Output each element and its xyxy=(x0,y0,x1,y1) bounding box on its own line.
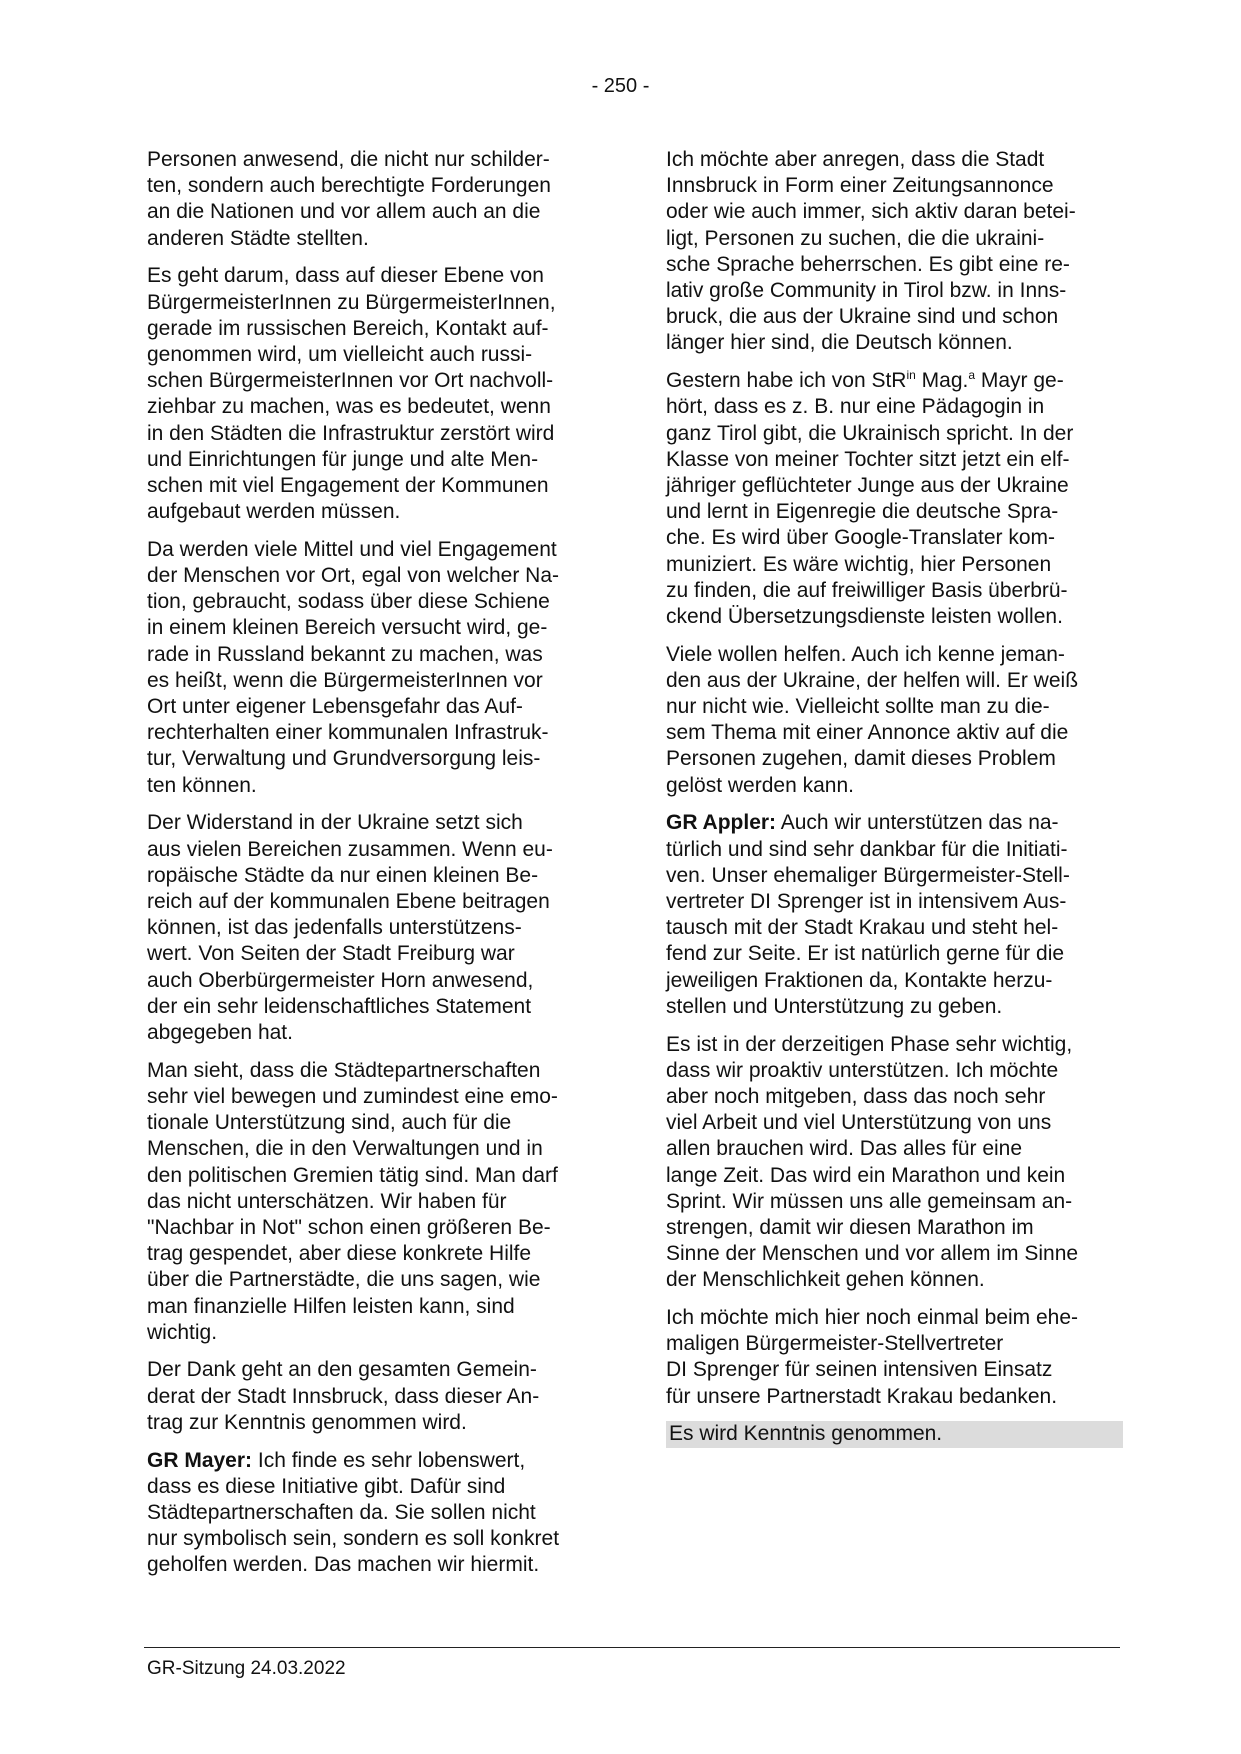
paragraph xyxy=(666,147,1124,357)
text-line: jähriger geflüchteter Junge aus der Ukraine xyxy=(666,473,1069,497)
text-line: geholfen werden. Das machen wir hiermit. xyxy=(147,1553,540,1577)
text-line: schen BürgermeisterInnen vor Ort nachvoll- xyxy=(147,369,554,393)
text-line: Sprint. Wir müssen uns alle gemeinsam an- xyxy=(666,1189,1073,1213)
paragraph xyxy=(666,1305,1124,1410)
text-line: ven. Unser ehemaliger Bürgermeister-Stell- xyxy=(666,863,1070,887)
text-line: Sinne der Menschen und vor allem im Sinne xyxy=(666,1242,1079,1266)
text-line: strengen, damit wir diesen Marathon im xyxy=(666,1215,1034,1239)
text-line: aber noch mitgeben, dass das noch sehr xyxy=(666,1084,1046,1108)
text-line xyxy=(147,1448,605,1474)
text-line: das nicht unterschätzen. Wir haben für xyxy=(147,1189,507,1213)
text-line: ten, sondern auch berechtigte Forderungen xyxy=(147,174,551,198)
text-line: tur, Verwaltung und Grundversorgung leis- xyxy=(147,747,541,771)
text-line: fend zur Seite. Er ist natürlich gerne für die xyxy=(666,942,1065,966)
text-line: anderen Städte stellten. xyxy=(147,226,369,250)
text-line: Der Widerstand in der Ukraine setzt sich xyxy=(147,811,523,835)
text-line: sem Thema mit einer Annonce aktiv auf die xyxy=(666,721,1069,745)
text-fragment: Mag. xyxy=(915,369,969,393)
text-fragment: Ich finde es sehr lobenswert, xyxy=(252,1448,526,1472)
text-line xyxy=(666,810,1124,836)
paragraph xyxy=(666,368,1124,630)
text-line: che. Es wird über Google-Translater kom- xyxy=(666,526,1056,550)
text-line: DI Sprenger für seinen intensiven Einsatz xyxy=(666,1358,1053,1382)
text-line: reich auf der kommunalen Ebene beitragen xyxy=(147,889,550,913)
text-line: Klasse von meiner Tochter sitzt jetzt ein elf- xyxy=(666,447,1070,471)
text-line: türlich und sind sehr dankbar für die Initiati- xyxy=(666,837,1068,861)
left-column xyxy=(147,147,605,1590)
text-line: viel Arbeit und viel Unterstützung von uns xyxy=(666,1111,1052,1135)
text-line: wichtig. xyxy=(147,1320,218,1344)
text-line: gerade im russischen Bereich, Kontakt auf- xyxy=(147,316,549,340)
text-line: und lernt in Eigenregie die deutsche Spra- xyxy=(666,500,1059,524)
text-line: hört, dass es z. B. nur eine Pädagogin in xyxy=(666,395,1045,419)
text-line: tion, gebraucht, sodass über diese Schiene xyxy=(147,590,550,614)
text-line: rechterhalten einer kommunalen Infrastruk- xyxy=(147,721,549,745)
text-line: Ich möchte mich hier noch einmal beim ehe- xyxy=(666,1306,1079,1330)
speaker-name: GR Mayer: xyxy=(147,1448,253,1472)
text-line: BürgermeisterInnen zu BürgermeisterInnen, xyxy=(147,290,556,314)
text-line: ligt, Personen zu suchen, die die ukraini- xyxy=(666,226,1045,250)
text-line: den aus der Ukraine, der helfen will. Er weiß xyxy=(666,668,1079,692)
text-line: wert. Von Seiten der Stadt Freiburg war xyxy=(147,942,515,966)
text-line: schen mit viel Engagement der Kommunen xyxy=(147,473,549,497)
text-line: an die Nationen und vor allem auch an die xyxy=(147,200,541,224)
text-line: ziehbar zu machen, was es bedeutet, wenn xyxy=(147,395,551,419)
text-line: "Nachbar in Not" schon einen größeren Be- xyxy=(147,1215,551,1239)
text-line: Innsbruck in Form einer Zeitungsannonce xyxy=(666,174,1054,198)
text-line: abgegeben hat. xyxy=(147,1021,293,1044)
text-line: muniziert. Es wäre wichtig, hier Personen xyxy=(666,552,1052,576)
text-line: der Menschen vor Ort, egal von welcher Na- xyxy=(147,564,560,588)
text-line: ten können. xyxy=(147,773,257,797)
speaker-paragraph-appler xyxy=(666,810,1124,1020)
speaker-name: GR Appler: xyxy=(666,811,777,835)
paragraph xyxy=(666,642,1124,799)
text-line: ropäische Städte da nur einen kleinen Be- xyxy=(147,863,539,887)
footer-divider xyxy=(144,1647,1120,1648)
superscript: a xyxy=(968,368,976,383)
text-line: für unsere Partnerstadt Krakau bedanken. xyxy=(666,1384,1058,1408)
text-line: Es ist in der derzeitigen Phase sehr wichtig, xyxy=(666,1032,1073,1056)
paragraph xyxy=(147,147,605,252)
paragraph xyxy=(147,810,605,1046)
text-line: der Menschlichkeit gehen können. xyxy=(666,1268,985,1292)
text-line: Man sieht, dass die Städtepartnerschaften xyxy=(147,1058,541,1082)
text-line: ckend Übersetzungsdienste leisten wollen. xyxy=(666,604,1063,628)
text-line: Personen anwesend, die nicht nur schilder- xyxy=(147,148,550,171)
text-line: den politischen Gremien tätig sind. Man darf xyxy=(147,1163,558,1187)
text-line: jeweiligen Fraktionen da, Kontakte herzu- xyxy=(666,968,1053,992)
text-line: Personen zugehen, damit dieses Problem xyxy=(666,747,1056,771)
paragraph xyxy=(147,1357,605,1436)
text-line: tionale Unterstützung sind, auch für die xyxy=(147,1111,512,1135)
text-line: Es geht darum, dass auf dieser Ebene von xyxy=(147,264,544,288)
paragraph xyxy=(147,263,605,525)
text-line: in einem kleinen Bereich versucht wird, ge- xyxy=(147,616,548,640)
text-line: Da werden viele Mittel und viel Engagement xyxy=(147,537,557,561)
text-line: genommen wird, um vielleicht auch russi- xyxy=(147,342,533,366)
text-fragment: Mayr ge- xyxy=(975,369,1064,393)
text-line: länger hier sind, die Deutsch können. xyxy=(666,331,1013,355)
text-line: in den Städten die Infrastruktur zerstört wird xyxy=(147,421,555,445)
paragraph xyxy=(147,537,605,799)
text-line: Städtepartnerschaften da. Sie sollen nicht xyxy=(147,1500,536,1524)
text-line: Viele wollen helfen. Auch ich kenne jeman- xyxy=(666,642,1065,666)
text-line: dass es diese Initiative gibt. Dafür sind xyxy=(147,1474,506,1498)
text-line: ganz Tirol gibt, die Ukrainisch spricht. In der xyxy=(666,421,1074,445)
text-line: stellen und Unterstützung zu geben. xyxy=(666,994,1003,1018)
text-line: trag zur Kenntnis genommen wird. xyxy=(147,1410,467,1434)
text-line: Menschen, die in den Verwaltungen und in xyxy=(147,1137,543,1161)
text-line: nur nicht wie. Vielleicht sollte man zu die- xyxy=(666,695,1050,719)
text-line: lativ große Community in Tirol bzw. in Inns- xyxy=(666,279,1067,303)
footer-session-date: GR-Sitzung 24.03.2022 xyxy=(147,1658,346,1679)
text-line: und Einrichtungen für junge und alte Men- xyxy=(147,447,539,471)
speaker-paragraph-mayer xyxy=(147,1448,605,1579)
resolution-note: Es wird Kenntnis genommen. xyxy=(666,1421,1123,1447)
text-line: tausch mit der Stadt Krakau und steht hel- xyxy=(666,916,1059,940)
text-line: zu finden, die auf freiwilliger Basis überbrü- xyxy=(666,578,1068,602)
text-line: lange Zeit. Das wird ein Marathon und kein xyxy=(666,1163,1066,1187)
superscript: in xyxy=(906,368,916,383)
text-line: sehr viel bewegen und zumindest eine emo- xyxy=(147,1084,558,1108)
text-line: es heißt, wenn die BürgermeisterInnen vor xyxy=(147,668,543,692)
text-line: aufgebaut werden müssen. xyxy=(147,500,401,524)
paragraph xyxy=(666,1032,1124,1294)
text-line: über die Partnerstädte, die uns sagen, wie xyxy=(147,1268,541,1292)
text-line xyxy=(666,368,1124,394)
text-line: trag gespendet, aber diese konkrete Hilfe xyxy=(147,1242,532,1266)
text-line: vertreter DI Sprenger ist in intensivem Aus- xyxy=(666,889,1067,913)
text-line: Ort unter eigener Lebensgefahr das Auf- xyxy=(147,695,523,719)
text-line: oder wie auch immer, sich aktiv daran betei- xyxy=(666,200,1076,224)
text-line: dass wir proaktiv unterstützen. Ich möchte xyxy=(666,1058,1059,1082)
text-line: maligen Bürgermeister-Stellvertreter xyxy=(666,1332,1004,1356)
page-number: - 250 - xyxy=(591,75,650,97)
text-line: bruck, die aus der Ukraine sind und schon xyxy=(666,305,1059,329)
text-line: man finanzielle Hilfen leisten kann, sind xyxy=(147,1294,515,1318)
text-line: Ich möchte aber anregen, dass die Stadt xyxy=(666,148,1045,171)
text-line: derat der Stadt Innsbruck, dass dieser An- xyxy=(147,1384,540,1408)
text-line: können, ist das jedenfalls unterstützens- xyxy=(147,916,522,940)
text-line: gelöst werden kann. xyxy=(666,773,854,797)
text-line: Der Dank geht an den gesamten Gemein- xyxy=(147,1358,537,1382)
right-column xyxy=(666,147,1124,1459)
text-line: allen brauchen wird. Das alles für eine xyxy=(666,1137,1023,1161)
text-line: auch Oberbürgermeister Horn anwesend, xyxy=(147,968,534,992)
text-line: aus vielen Bereichen zusammen. Wenn eu- xyxy=(147,837,553,861)
text-line: nur symbolisch sein, sondern es soll konkret xyxy=(147,1527,560,1551)
text-fragment: Gestern habe ich von StR xyxy=(666,369,907,393)
text-line: der ein sehr leidenschaftliches Statement xyxy=(147,994,532,1018)
text-line: rade in Russland bekannt zu machen, was xyxy=(147,642,543,666)
text-fragment: Auch wir unterstützen das na- xyxy=(776,811,1059,835)
text-line: sche Sprache beherrschen. Es gibt eine re- xyxy=(666,252,1070,276)
paragraph xyxy=(147,1058,605,1346)
